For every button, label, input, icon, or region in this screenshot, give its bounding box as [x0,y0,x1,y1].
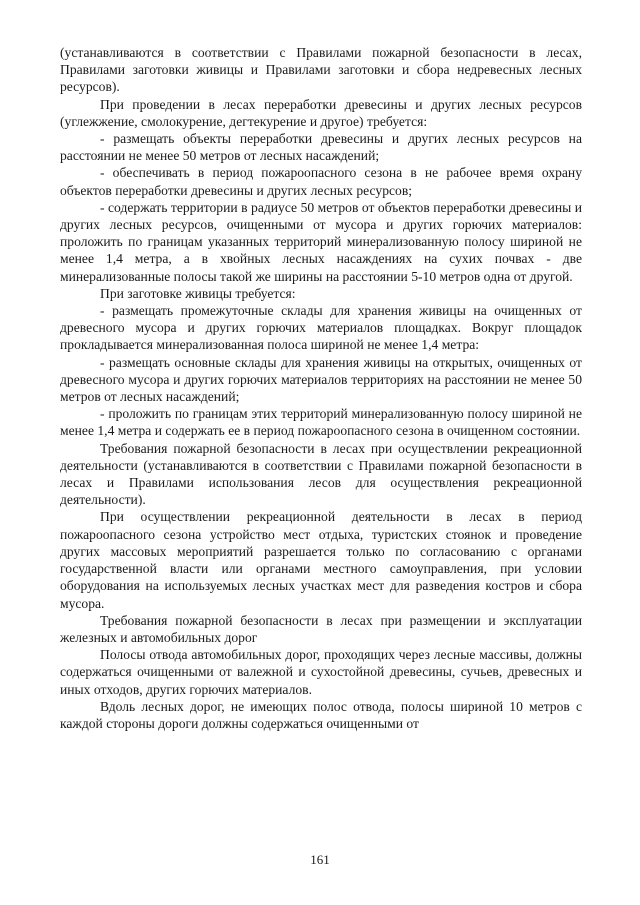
paragraph: - содержать территории в радиусе 50 метров от объектов переработки древесины и других лесных ресурсов, очищенными от мусора и других горючих материалов: проложить по границам указанных территорий минерализованную полосу шириной не менее 1,4 метра, а в хвойных лесных насаждениях на сухих почвах - две минерализованные полосы такой же ширины на расстоянии 5-10 метров одна от другой. [60,199,582,284]
paragraph: При заготовке живицы требуется: [100,285,296,301]
paragraph: - размещать промежуточные склады для хранения живицы на очищенных от древесного мусора и других горючих материалов площадках. Вокруг площадок прокладывается минерализованная полоса шириной не менее 1,4 метра: [60,303,582,353]
paragraph: - размещать основные склады для хранения живицы на открытых, очищенных от древесного мусора и других горючих материалов территориях на расстоянии не менее 50 метров от лесных насаждений; [60,354,582,405]
paragraph: При осуществлении рекреационной деятельности в лесах в период пожароопасного сезона устройство мест отдыха, туристских стоянок и проведение других массовых мероприятий разрешается только по согласованию с органами государственной власти или органами местного самоуправления, при условии оборудования на используемых лесных участках мест для разведения костров и сбора мусора. [60,509,582,611]
paragraph: (устанавливаются в соответствии с Правилами пожарной безопасности в лесах, Правилами заготовки живицы и Правилами заготовки и сбора недревесных лесных ресурсов). [60,45,582,95]
paragraph: - обеспечивать в период пожароопасного сезона в не рабочее время охрану объектов переработки древесины и других лесных ресурсов; [60,165,582,198]
paragraph: - проложить по границам этих территорий минерализованную полосу шириной не менее 1,4 метра и содержать ее в период пожароопасного сезона в очищенном состоянии. [60,406,582,439]
paragraph: Требования пожарной безопасности в лесах при размещении и эксплуатации железных и автомобильных дорог [60,612,582,645]
document-body [60,44,582,732]
page-number: 161 [310,852,330,867]
paragraph: - размещать объекты переработки древесины и других лесных ресурсов на расстоянии не менее 50 метров от лесных насаждений; [60,131,582,164]
paragraph: Вдоль лесных дорог, не имеющих полос отвода, полосы шириной 10 метров с каждой стороны дороги должны содержаться очищенными от [60,698,582,731]
paragraph: Полосы отвода автомобильных дорог, проходящих через лесные массивы, должны содержаться очищенными от валежной и сухостойной древесины, сучьев, древесных и иных отходов, других горючих материалов. [60,647,582,697]
paragraph: При проведении в лесах переработки древесины и других лесных ресурсов (углежжение, смолокурение, дегтекурение и другое) требуется: [60,96,582,129]
paragraph: Требования пожарной безопасности в лесах при осуществлении рекреационной деятельности (устанавливаются в соответствии с Правилами пожарной безопасности в лесах и Правилами использования лесов для осуществления рекреационной деятельности). [60,440,582,508]
